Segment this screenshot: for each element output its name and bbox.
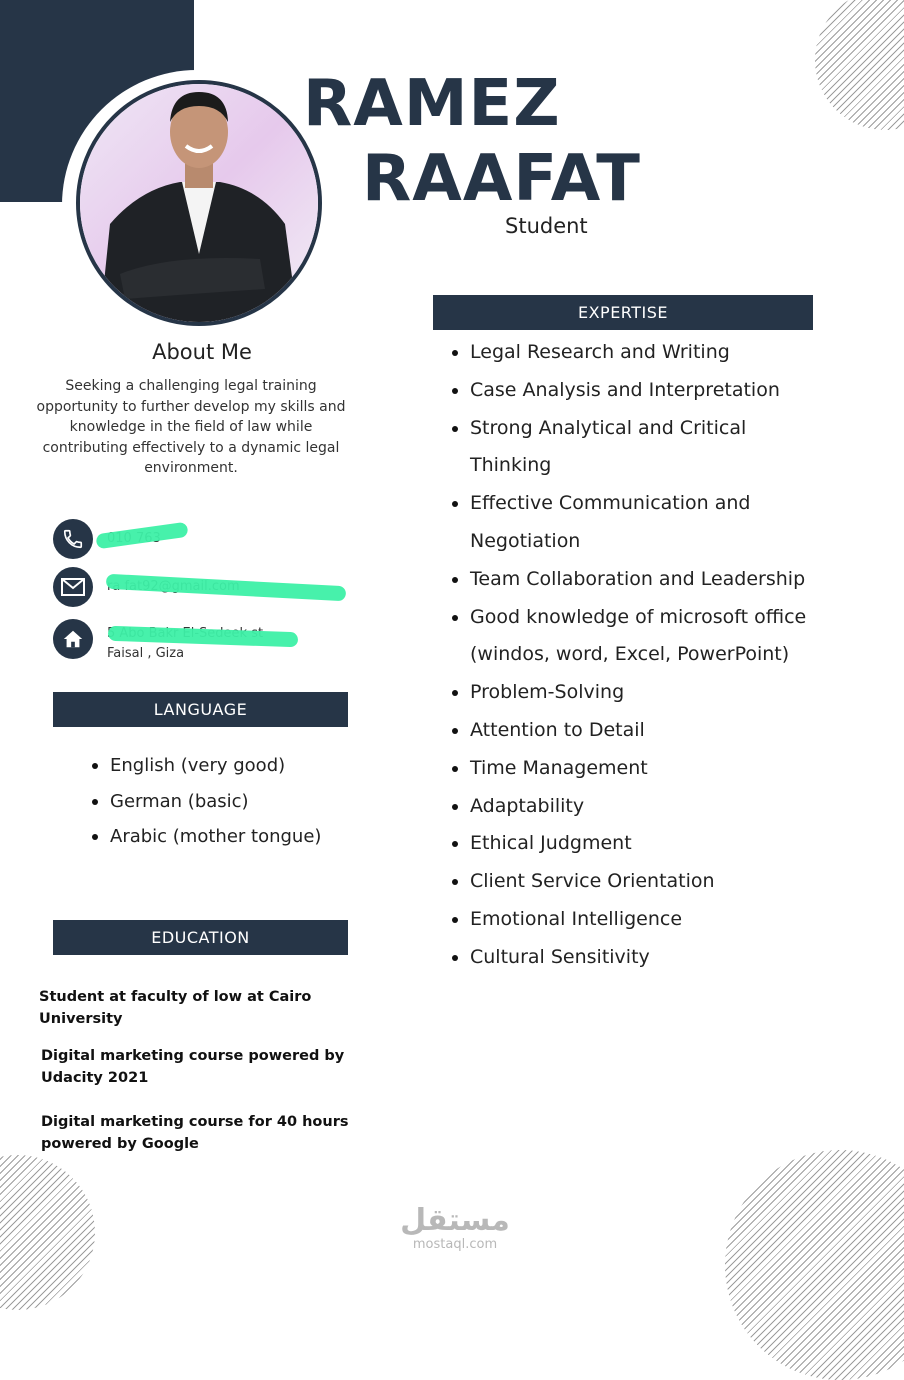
education-item: Digital marketing course powered by Udacity 2021 [41, 1048, 345, 1086]
phone-icon [53, 519, 93, 559]
last-name: RAAFAT [362, 142, 641, 216]
about-heading: About Me [152, 340, 252, 364]
email-redaction [106, 574, 346, 602]
language-item: German (basic) [88, 784, 321, 820]
expertise-item: Team Collaboration and Leadership [448, 561, 828, 599]
mail-icon [53, 567, 93, 607]
education-item: Digital marketing course for 40 hours powered by Google [41, 1114, 349, 1152]
first-name: RAMEZ [303, 67, 561, 141]
language-item: English (very good) [88, 748, 321, 784]
expertise-item: Effective Communication and Negotiation [448, 485, 828, 561]
profile-photo [76, 80, 322, 326]
hatch-circle-bottom-left [0, 1155, 95, 1310]
expertise-item: Strong Analytical and Critical Thinking [448, 410, 828, 486]
expertise-item: Cultural Sensitivity [448, 939, 828, 977]
watermark-url: mostaql.com [412, 1237, 498, 1252]
education-item: Student at faculty of low at Cairo University [39, 989, 312, 1027]
watermark-logo: مستقل [400, 1203, 510, 1238]
expertise-item: Case Analysis and Interpretation [448, 372, 828, 410]
job-title: Student [505, 214, 588, 238]
education-heading: EDUCATION [53, 920, 348, 955]
home-icon [53, 619, 93, 659]
expertise-item: Attention to Detail [448, 712, 828, 750]
language-heading: LANGUAGE [53, 692, 348, 727]
profile-portrait-illustration [80, 84, 318, 322]
hatch-circle-top-right [815, 0, 904, 130]
about-text: Seeking a challenging legal training opportunity to further develop my skills and knowledge in the field of law while contributing effectively to a dynamic legal environment. [36, 378, 346, 476]
watermark [390, 1205, 520, 1253]
expertise-item: Time Management [448, 750, 828, 788]
expertise-item: Problem-Solving [448, 674, 828, 712]
expertise-item: Ethical Judgment [448, 825, 828, 863]
expertise-item: Legal Research and Writing [448, 334, 828, 372]
hatch-circle-bottom-right [725, 1150, 904, 1380]
expertise-item: Good knowledge of microsoft office (windos, word, Excel, PowerPoint) [448, 599, 828, 675]
language-list [88, 748, 321, 855]
language-item: Arabic (mother tongue) [88, 819, 321, 855]
address-line-2: Faisal , Giza [107, 646, 185, 661]
address-redaction [108, 626, 298, 648]
expertise-list [448, 334, 828, 977]
expertise-item: Client Service Orientation [448, 863, 828, 901]
expertise-item: Emotional Intelligence [448, 901, 828, 939]
expertise-heading: EXPERTISE [433, 295, 813, 330]
expertise-item: Adaptability [448, 788, 828, 826]
